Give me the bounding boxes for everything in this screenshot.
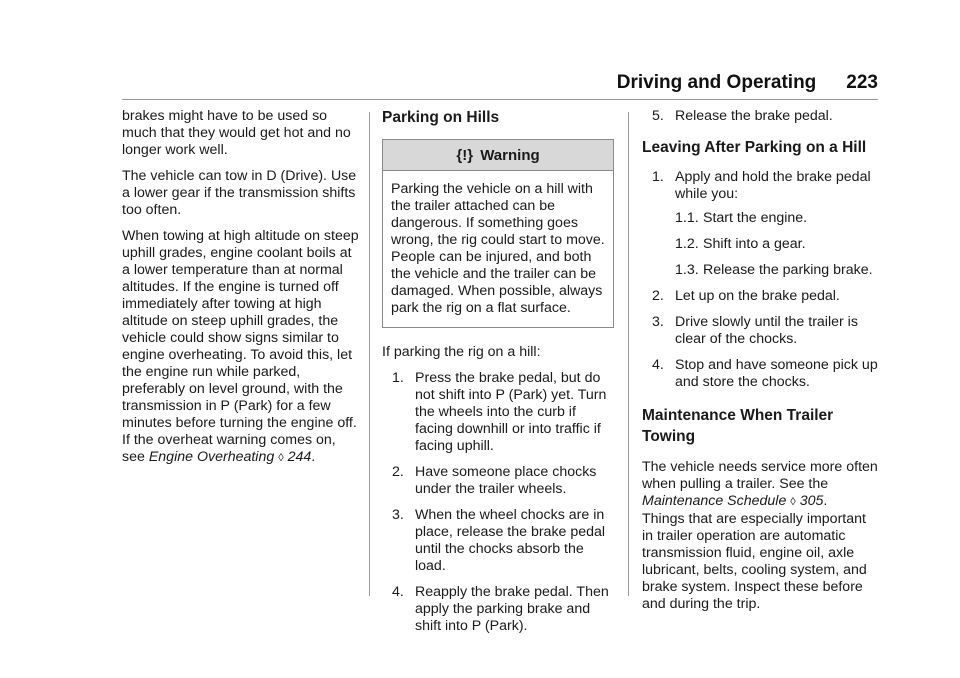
section-heading: Parking on Hills xyxy=(382,109,500,126)
paragraph: The vehicle can tow in D (Drive). Use a lower gear if the transmission shifts too often. xyxy=(122,168,357,218)
column-2 xyxy=(382,108,614,644)
step-text: Stop and have someone pick up and store the chocks. xyxy=(675,357,878,390)
warning-box xyxy=(382,139,614,328)
substep-text: Shift into a gear. xyxy=(703,236,806,252)
warning-icon: {!} xyxy=(456,147,474,164)
paragraph-text: The vehicle needs service more often when pulling a trailer. See the xyxy=(642,459,878,492)
list-item xyxy=(642,314,878,348)
substeps-list xyxy=(675,210,878,279)
paragraph xyxy=(122,228,360,467)
list-item xyxy=(382,370,614,455)
list-item xyxy=(642,169,878,279)
list-item xyxy=(675,262,878,279)
list-item xyxy=(382,507,614,575)
punctuation: . xyxy=(823,493,828,509)
step-number: 1. xyxy=(652,169,664,185)
substep-number: 1.1. xyxy=(675,210,699,226)
column-divider-2 xyxy=(628,112,629,596)
list-item xyxy=(675,236,878,253)
section-heading: Maintenance When Trailer Towing xyxy=(642,407,834,445)
steps-list-continued xyxy=(642,108,878,125)
warning-body: Parking the vehicle on a hill with the trailer attached can be dangerous. If something goes wrong, the rig could start to move. People can be injured, and both the vehicle and the trailer can be damaged. When possible, always park the rig on a flat surface. xyxy=(391,181,605,316)
step-number: 5. xyxy=(652,108,664,124)
step-number: 2. xyxy=(392,464,404,480)
paragraph: brakes might have to be used so much that they would get hot and no longer work well. xyxy=(122,108,351,158)
step-text: Reapply the brake pedal. Then apply the parking brake and shift into P (Park). xyxy=(415,584,609,634)
step-number: 4. xyxy=(392,584,404,600)
step-number: 4. xyxy=(652,357,664,373)
list-item xyxy=(382,464,614,498)
punctuation: . xyxy=(311,449,316,465)
page-ref[interactable]: 244 xyxy=(287,449,312,465)
substep-text: Start the engine. xyxy=(703,210,808,226)
column-3 xyxy=(642,108,878,622)
page-header xyxy=(617,72,878,94)
substep-text: Release the parking brake. xyxy=(703,262,873,278)
page-ref-icon: ◊ xyxy=(790,496,796,508)
step-text: Release the brake pedal. xyxy=(675,108,833,124)
list-item xyxy=(675,210,878,227)
section-heading: Leaving After Parking on a Hill xyxy=(642,139,867,156)
substep-number: 1.2. xyxy=(675,236,699,252)
paragraph: Things that are especially important in trailer operation are automatic transmission fluid, engine oil, axle lubricant, belts, cooling system, and brake system. Inspect these before and during the trip. xyxy=(642,511,867,612)
step-text: Drive slowly until the trailer is clear of the chocks. xyxy=(675,314,858,347)
warning-header xyxy=(383,140,613,171)
page-ref[interactable]: 305 xyxy=(799,493,824,509)
column-1 xyxy=(122,108,360,476)
paragraph xyxy=(642,459,878,511)
list-item xyxy=(382,584,614,635)
step-text: Let up on the brake pedal. xyxy=(675,288,840,304)
steps-list xyxy=(382,370,614,635)
step-text: Apply and hold the brake pedal while you: xyxy=(675,169,871,202)
list-item xyxy=(642,288,878,305)
page-number: 223 xyxy=(846,72,878,93)
step-text: Press the brake pedal, but do not shift into P (Park) yet. Turn the wheels into the curb if facing downhill or into traffic if facing uphill. xyxy=(415,370,607,454)
header-divider xyxy=(122,99,878,100)
leaving-steps-list xyxy=(642,169,878,391)
maintenance-schedule-link[interactable]: Maintenance Schedule xyxy=(642,493,787,509)
list-item xyxy=(642,108,878,125)
paragraph-text: When towing at high altitude on steep uphill grades, engine coolant boils at a lower temperature than at normal altitudes. If the engine is turned off immediately after towing at high altitude on steep uphill grades, the vehicle could show signs similar to engine overheating. To avoid this, let the engine run while parked, preferably on level ground, with the transmission in P (Park) for a few minutes before turning the engine off. If the overheat warning comes on, see xyxy=(122,228,359,465)
list-item xyxy=(642,357,878,391)
engine-overheating-link[interactable]: Engine Overheating xyxy=(148,449,275,465)
step-text: When the wheel chocks are in place, release the brake pedal until the chocks absorb the load. xyxy=(415,507,606,574)
step-number: 3. xyxy=(392,507,404,523)
step-number: 3. xyxy=(652,314,664,330)
section-title: Driving and Operating xyxy=(616,72,817,93)
substep-number: 1.3. xyxy=(675,262,699,278)
page-ref-icon: ◊ xyxy=(278,452,284,464)
column-divider-1 xyxy=(369,112,370,596)
warning-title: Warning xyxy=(480,147,540,164)
step-number: 1. xyxy=(392,370,404,386)
step-number: 2. xyxy=(652,288,664,304)
paragraph: If parking the rig on a hill: xyxy=(382,344,541,360)
step-text: Have someone place chocks under the trailer wheels. xyxy=(415,464,597,497)
